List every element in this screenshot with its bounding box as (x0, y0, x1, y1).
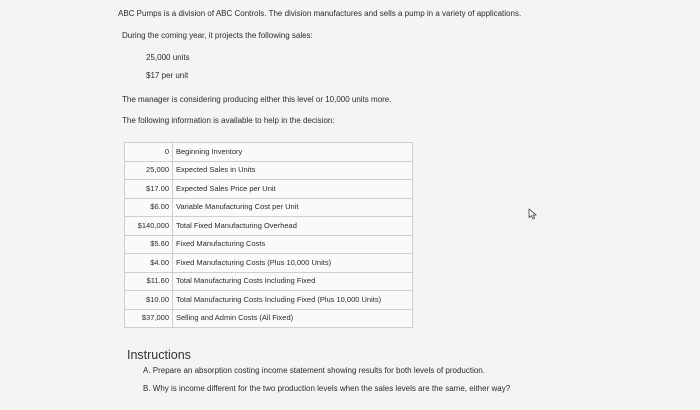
row-value: $5.60 (125, 235, 173, 254)
row-label: Total Manufacturing Costs Including Fixed (173, 272, 413, 291)
row-label: Total Fixed Manufacturing Overhead (173, 217, 413, 236)
row-label: Variable Manufacturing Cost per Unit (173, 198, 413, 217)
row-value: $37,000 (125, 309, 173, 328)
row-label: Expected Sales in Units (173, 161, 413, 180)
table-row (125, 180, 413, 199)
sales-price: $17 per unit (146, 71, 189, 80)
table-row (125, 161, 413, 180)
table-row (125, 143, 413, 162)
info-intro: The following information is available to help in the decision: (122, 116, 335, 125)
row-label: Selling and Admin Costs (All Fixed) (173, 309, 413, 328)
row-label: Expected Sales Price per Unit (173, 180, 413, 199)
table-row (125, 309, 413, 328)
row-value: 0 (125, 143, 173, 162)
row-label: Total Manufacturing Costs Including Fixed (Plus 10,000 Units) (173, 291, 413, 310)
table-row (125, 291, 413, 310)
row-label: Beginning Inventory (173, 143, 413, 162)
row-label: Fixed Manufacturing Costs (173, 235, 413, 254)
row-value: $17.00 (125, 180, 173, 199)
table-row (125, 254, 413, 273)
manager-note: The manager is considering producing either this level or 10,000 units more. (122, 95, 392, 104)
row-value: $11.60 (125, 272, 173, 291)
info-table (124, 142, 413, 328)
row-value: $140,000 (125, 217, 173, 236)
table-row (125, 272, 413, 291)
row-value: $10.00 (125, 291, 173, 310)
row-value: 25,000 (125, 161, 173, 180)
sales-units: 25,000 units (146, 53, 190, 62)
mouse-pointer-icon (528, 208, 538, 220)
instruction-item-a: A. Prepare an absorption costing income statement showing results for both levels of production. (143, 366, 485, 375)
row-value: $4.00 (125, 254, 173, 273)
row-value: $6.00 (125, 198, 173, 217)
row-label: Fixed Manufacturing Costs (Plus 10,000 Units) (173, 254, 413, 273)
instructions-heading: Instructions (127, 348, 191, 362)
projection-text: During the coming year, it projects the following sales: (122, 31, 313, 40)
problem-intro: ABC Pumps is a division of ABC Controls. The division manufactures and sells a pump in a variety of applications. (118, 9, 522, 18)
table-row (125, 198, 413, 217)
table-row (125, 217, 413, 236)
instruction-item-b: B. Why is income different for the two production levels when the sales levels are the same, either way? (143, 384, 511, 393)
table-row (125, 235, 413, 254)
